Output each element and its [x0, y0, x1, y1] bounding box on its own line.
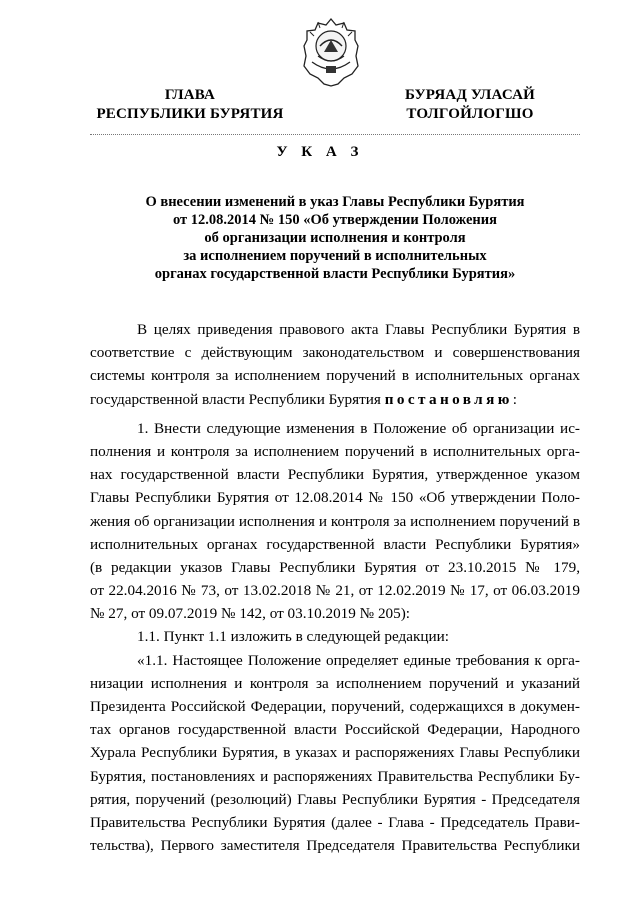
- quote-line: «1.1. Настоящее Положение определяет единые требования к орга-: [137, 651, 580, 669]
- preamble-line: системы контроля за исполнением поручений в исполнительных органах: [90, 367, 580, 385]
- issuer-title-russian: [80, 86, 300, 124]
- preamble-last-line: [90, 388, 580, 411]
- preamble-colon: :: [512, 390, 517, 408]
- title-line: О внесении изменений в указ Главы Республики Бурятия: [145, 194, 525, 210]
- title-line: органах государственной власти Республики Бурятия»: [154, 266, 516, 282]
- title-line: от 12.08.2014 № 150 «Об утверждении Положения: [172, 212, 497, 228]
- paragraph-1-line: от 22.04.2016 № 73, от 13.02.2018 № 21, от 12.02.2019 № 17, от 06.03.2019: [90, 582, 580, 600]
- paragraph-1-line: № 27, от 09.07.2019 № 142, от 03.10.2019 № 205):: [90, 605, 411, 623]
- preamble-text: государственной власти Республики Бурятия: [90, 390, 385, 408]
- document-body: [90, 318, 580, 857]
- paragraph-1-line: полнения и контроля за исполнением поручений в исполнительных орга-: [90, 442, 580, 460]
- quote-line: тельства), Первого заместителя Председателя Правительства Республики: [90, 837, 580, 855]
- quote-line: Хурала Республики Бурятия, в указах и распоряжениях Главы Республики: [90, 744, 580, 762]
- paragraph-1-line: жения об организации исполнения и контроля за исполнением поручений в: [90, 512, 580, 530]
- issuer-line: РЕСПУБЛИКИ БУРЯТИЯ: [96, 106, 284, 122]
- paragraph-1-line: Главы Республики Бурятия от 12.08.2014 № 150 «Об утверждении Поло-: [90, 489, 580, 507]
- quote-line: рятия, поручений (резолюций) Главы Республики Бурятия - Председателя: [90, 790, 580, 808]
- decree-keyword: постановляю: [384, 390, 513, 408]
- paragraph-1-line: 1. Внести следующие изменения в Положение об организации ис-: [137, 419, 580, 437]
- title-line: за исполнением поручений в исполнительных: [183, 248, 487, 264]
- issuer-line: ТОЛГОЙЛОГШО: [406, 106, 534, 122]
- title-line: об организации исполнения и контроля: [204, 230, 466, 246]
- issuer-title-buryat: [370, 86, 570, 124]
- quote-line: Президента Российской Федерации, поручений, содержащихся в докумен-: [90, 698, 580, 715]
- issuer-line: ГЛАВА: [164, 87, 216, 103]
- paragraph-1-line: (в редакции указов Главы Республики Бурятия от 23.10.2015 № 179,: [90, 558, 580, 576]
- coat-of-arms-icon: [300, 16, 362, 88]
- document-type: У К А З: [276, 144, 364, 160]
- paragraph-1-line: исполнительных органах государственной власти Республики Бурятия»: [90, 535, 580, 553]
- issuer-line: БУРЯАД УЛАСАЙ: [404, 87, 536, 103]
- quote-line: Правительства Республики Бурятия (далее - Глава - Председатель Прави-: [90, 813, 580, 831]
- quote-line: низации исполнения и контроля за исполнением поручений и указаний: [90, 674, 580, 692]
- preamble-line: В целях приведения правового акта Главы Республики Бурятия в: [137, 321, 580, 338]
- quote-line: Бурятия, постановлениях и распоряжениях Правительства Республики Бу-: [90, 767, 580, 785]
- quote-line: тах органов государственной власти Российской Федерации, Народного: [90, 721, 580, 739]
- preamble-line: соответствие с действующим законодательством и совершенствования: [90, 344, 580, 362]
- paragraph-1-line: нах государственной власти Республики Бурятия, утвержденное указом: [90, 466, 580, 484]
- document-title: [90, 193, 580, 283]
- paragraph-1-1: 1.1. Пункт 1.1 изложить в следующей редакции:: [137, 628, 450, 646]
- header-divider: [90, 134, 580, 135]
